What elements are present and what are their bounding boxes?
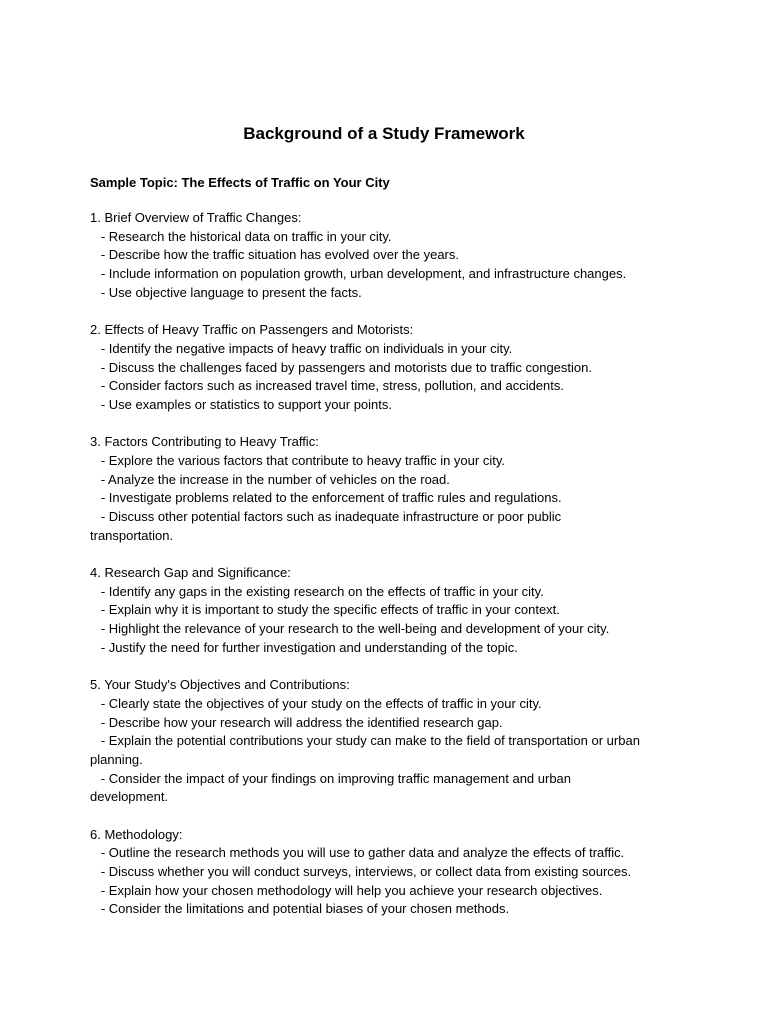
section-text-line: - Outline the research methods you will use to gather data and analyze the effects of traffic. [90, 845, 625, 861]
section-text-line: - Discuss whether you will conduct surveys, interviews, or collect data from existing sources. [90, 864, 632, 880]
section-heading: 2. Effects of Heavy Traffic on Passengers and Motorists: [90, 322, 414, 338]
section-heading: 3. Factors Contributing to Heavy Traffic: [90, 434, 319, 450]
section-text-line: - Highlight the relevance of your research to the well-being and development of your city. [90, 621, 610, 637]
framework-section-4 [90, 564, 690, 657]
framework-section-3 [90, 433, 690, 545]
sample-topic-heading: Sample Topic: The Effects of Traffic on Your City [90, 175, 390, 190]
section-heading: 4. Research Gap and Significance: [90, 565, 291, 581]
framework-section-6 [90, 826, 690, 919]
section-heading: 5. Your Study's Objectives and Contributions: [90, 677, 350, 693]
section-text-line: - Identify the negative impacts of heavy traffic on individuals in your city. [90, 340, 513, 356]
section-text-line: planning. [90, 751, 143, 767]
section-text-line: - Discuss other potential factors such as inadequate infrastructure or poor public [90, 509, 562, 524]
framework-sections [90, 209, 690, 938]
section-text-line: - Include information on population growth, urban development, and infrastructure changes. [90, 266, 627, 282]
section-text-line: - Use examples or statistics to support your points. [90, 396, 393, 412]
section-text-line: - Research the historical data on traffic in your city. [90, 228, 392, 244]
section-text-line: - Describe how your research will address the identified research gap. [90, 714, 503, 730]
section-text-line: - Consider the limitations and potential biases of your chosen methods. [90, 901, 510, 917]
section-text-line: - Investigate problems related to the enforcement of traffic rules and regulations. [90, 490, 562, 506]
section-text-line: - Describe how the traffic situation has evolved over the years. [90, 247, 459, 263]
section-text-line: - Consider the impact of your findings on improving traffic management and urban [90, 770, 572, 786]
section-text-line: - Explain the potential contributions your study can make to the field of transportation or urban [90, 733, 640, 749]
section-text-line: transportation. [90, 527, 174, 543]
framework-section-1 [90, 209, 690, 302]
document-title: Background of a Study Framework [243, 124, 525, 143]
section-heading: 6. Methodology: [90, 826, 183, 842]
framework-section-2 [90, 321, 690, 414]
section-text-line: - Explain why it is important to study the specific effects of traffic in your context. [90, 602, 560, 618]
section-text-line: - Discuss the challenges faced by passengers and motorists due to traffic congestion. [90, 359, 592, 375]
section-text-line: - Justify the need for further investigation and understanding of the topic. [90, 639, 518, 655]
section-text-line: - Consider factors such as increased travel time, stress, pollution, and accidents. [90, 378, 564, 394]
section-text-line: - Analyze the increase in the number of vehicles on the road. [90, 471, 450, 487]
framework-section-5 [90, 676, 690, 807]
section-text-line: development. [90, 789, 169, 805]
section-text-line: - Explain how your chosen methodology will help you achieve your research objectives. [90, 882, 603, 898]
section-text-line: - Explore the various factors that contribute to heavy traffic in your city. [90, 452, 505, 468]
section-text-line: - Clearly state the objectives of your study on the effects of traffic in your city. [90, 695, 542, 711]
section-heading: 1. Brief Overview of Traffic Changes: [90, 210, 302, 225]
section-text-line: - Identify any gaps in the existing research on the effects of traffic in your city. [90, 583, 544, 599]
section-text-line: - Use objective language to present the facts. [90, 284, 362, 300]
